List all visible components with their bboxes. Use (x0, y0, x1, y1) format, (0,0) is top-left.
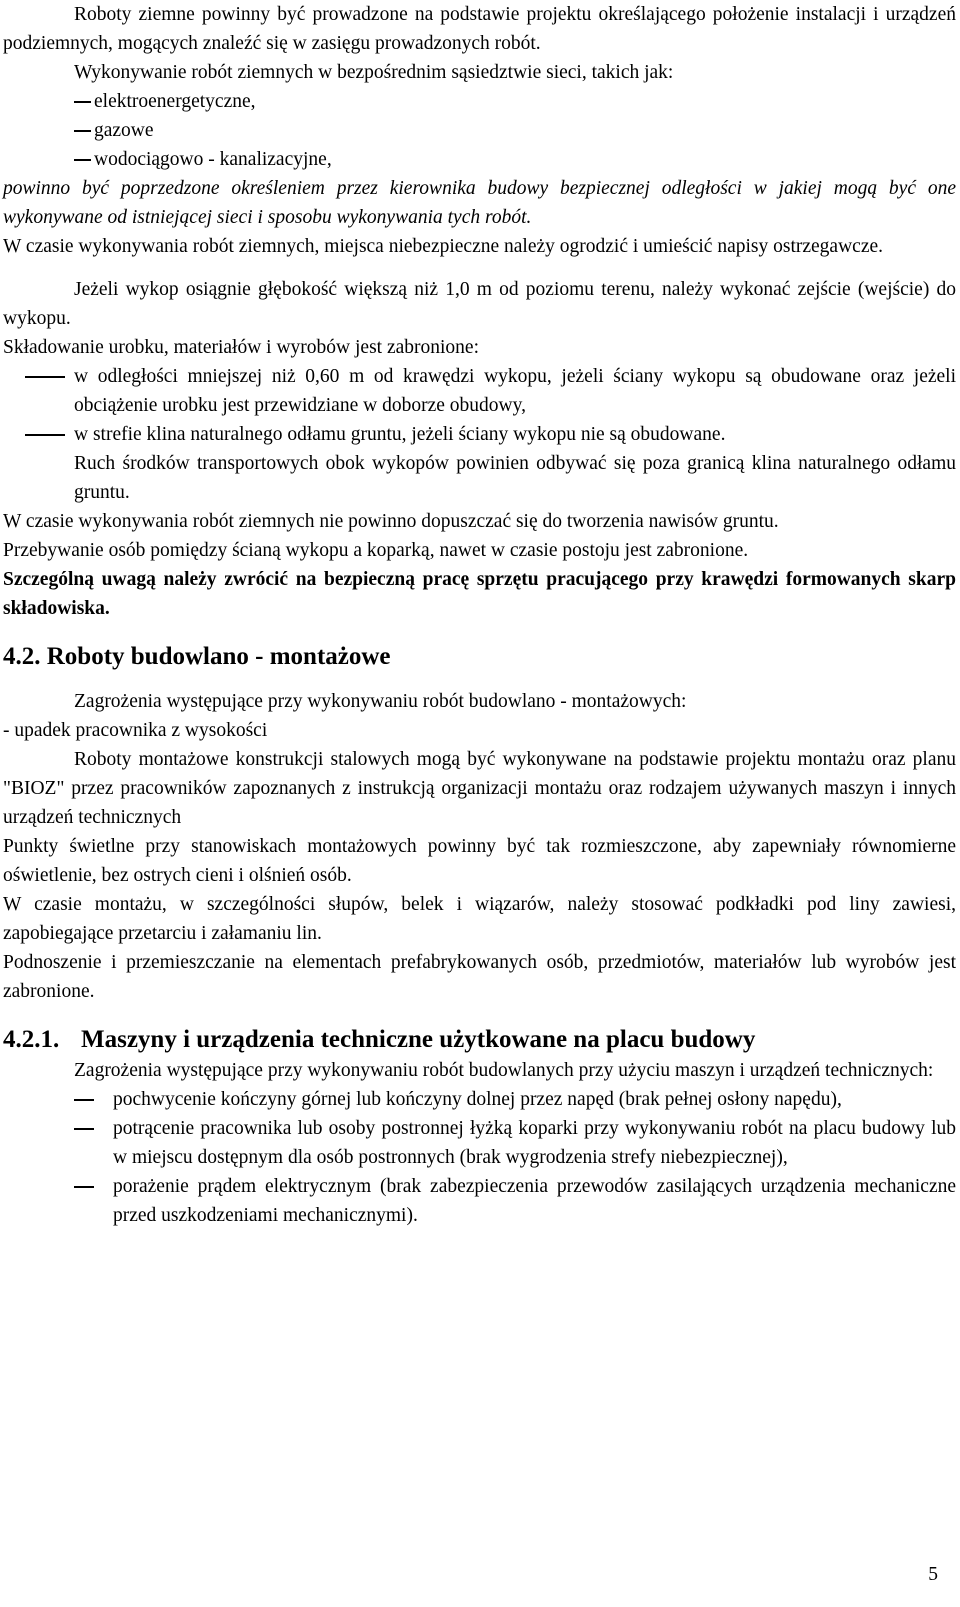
hazard-list (3, 1085, 956, 1230)
document-body (3, 0, 956, 1230)
dash-marker (25, 434, 65, 436)
paragraph-assembly-hazards: Zagrożenia występujące przy wykonywaniu robót budowlano - montażowych: (74, 691, 687, 712)
paragraph-excavation-depth: Jeżeli wykop osiągnie głębokość większą niż 1,0 m od poziomu terenu, należy wykonać zejście (wejście) do wykopu. (3, 279, 956, 329)
storage-item-text: w odległości mniejszej niż 0,60 m od krawędzi wykopu, jeżeli ściany wykopu są obudowane oraz jeżeli obciążenie urobku jest przewidziane w doborze obudowy, (74, 366, 956, 416)
paragraph-sling-pads: W czasie montażu, w szczególności słupów, belek i wiązarów, należy stosować podkładki pod liny zawiesi, zapobiegające przetarciu i załamaniu lin. (3, 894, 956, 944)
paragraph-machine-hazards: Zagrożenia występujące przy wykonywaniu robót budowlanych przy użyciu maszyn i urządzeń technicznych: (74, 1060, 934, 1081)
section-number: 4.2. (3, 643, 41, 670)
section-heading-4-2 (3, 641, 956, 673)
paragraph-lighting: Punkty świetlne przy stanowiskach montażowych powinny być tak rozmieszczone, aby zapewniały równomierne oświetlenie, bez ostrych cieni i olśnień osób. (3, 836, 956, 886)
section-heading-4-2-1 (3, 1024, 956, 1056)
section-number: 4.2.1. (3, 1026, 60, 1053)
hazard-item-text: pochwycenie kończyny górnej lub kończyny dolnej przez napęd (brak pełnej osłony napędu), (113, 1089, 842, 1110)
paragraph-manager-distance: powinno być poprzedzone określeniem przez kierownika budowy bezpiecznej odległości w jakiej mogą być one wykonywane od istniejącej sieci i sposobu wykonywania tych robót. (3, 178, 956, 228)
paragraph-excavator-zone: Przebywanie osób pomiędzy ścianą wykopu a koparką, nawet w czasie postoju jest zabronione. (3, 540, 749, 561)
hazard-item (3, 1085, 956, 1114)
paragraph-excavation-project: Roboty ziemne powinny być prowadzone na podstawie projektu określającego położenie instalacji i urządzeń podziemnych, mogących znaleźć się w zasięgu prowadzonych robót. (3, 4, 956, 54)
paragraph-storage-forbidden: Składowanie urobku, materiałów i wyrobów jest zabronione: (3, 337, 480, 358)
paragraph-warning-signs: W czasie wykonywania robót ziemnych, miejsca niebezpieczne należy ogrodzić i umieścić napisy ostrzegawcze. (3, 236, 884, 257)
section-title: Maszyny i urządzenia techniczne użytkowane na placu budowy (81, 1026, 756, 1053)
hazard-item (3, 1172, 956, 1230)
dash-marker (74, 1186, 94, 1188)
spacer (3, 623, 956, 641)
dash-marker (74, 1099, 94, 1101)
network-item: gazowe (74, 116, 956, 145)
hazard-item (3, 1114, 956, 1172)
paragraph-near-networks: Wykonywanie robót ziemnych w bezpośrednim sąsiedztwie sieci, takich jak: (74, 62, 674, 83)
section-title: Roboty budowlano - montażowe (46, 643, 391, 670)
dash-marker (74, 1128, 94, 1130)
paragraph-overhangs: W czasie wykonywania robót ziemnych nie powinno dopuszczać się do tworzenia nawisów gruntu. (3, 511, 779, 532)
hazard-item-text: porażenie prądem elektrycznym (brak zabezpieczenia przewodów zasilających urządzenia mechaniczne przed uszkodzeniami mechanicznymi). (113, 1176, 956, 1226)
storage-item (3, 420, 956, 449)
spacer (3, 261, 956, 275)
paragraph-attention-bold: Szczególną uwagą należy zwrócić na bezpieczną pracę sprzętu pracującego przy krawędzi formowanych skarp składowiska. (3, 569, 956, 619)
paragraph-fall-hazard: - upadek pracownika z wysokości (3, 720, 268, 741)
paragraph-transport: Ruch środków transportowych obok wykopów powinien odbywać się poza granicą klina naturalnego odłamu gruntu. (74, 453, 956, 503)
network-item: wodociągowo - kanalizacyjne, (74, 145, 956, 174)
paragraph-steel-assembly: Roboty montażowe konstrukcji stalowych mogą być wykonywane na podstawie projektu montażu oraz planu "BIOZ" przez pracowników zapoznanych z instrukcją organizacji montażu oraz rodzajem używanych maszyn i innych urządzeń technicznych (3, 749, 956, 828)
dash-marker (25, 376, 65, 378)
hazard-item-text: potrącenie pracownika lub osoby postronnej łyżką koparki przy wykonywaniu robót na placu budowy lub w miejscu dostępnym dla osób postronnych (brak wygrodzenia strefy niebezpiecznej), (113, 1118, 956, 1168)
page-number: 5 (928, 1564, 938, 1585)
paragraph-lifting-forbidden: Podnoszenie i przemieszczanie na elementach prefabrykowanych osób, przedmiotów, materiałów lub wyrobów jest zabronione. (3, 952, 956, 1002)
storage-item (3, 362, 956, 420)
spacer (3, 1006, 956, 1024)
network-list (3, 87, 956, 174)
storage-item-text: w strefie klina naturalnego odłamu gruntu, jeżeli ściany wykopu nie są obudowane. (74, 424, 726, 445)
storage-list (3, 362, 956, 449)
network-item: elektroenergetyczne, (74, 87, 956, 116)
spacer (3, 673, 956, 687)
